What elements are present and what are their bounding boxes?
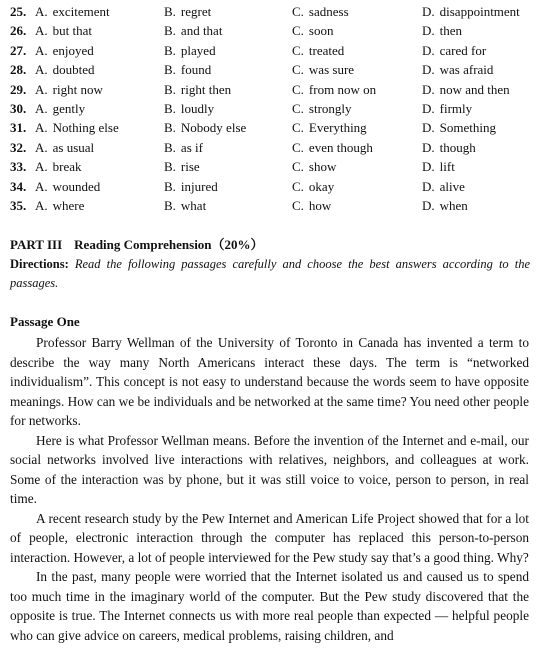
option-letter: D. (422, 81, 435, 97)
option-b (164, 21, 222, 40)
option-text: gently (52, 100, 86, 116)
question-number: 33. (10, 159, 27, 175)
option-c (292, 41, 344, 60)
option-text: how (308, 197, 332, 213)
option-b (164, 157, 200, 176)
option-letter: A. (35, 81, 48, 97)
question-row (10, 196, 538, 215)
answer-options-grid (10, 2, 538, 215)
question-row (10, 157, 538, 176)
option-text: as if (180, 139, 203, 155)
option-letter: C. (292, 100, 304, 116)
option-text: treated (308, 42, 345, 58)
option-d (422, 118, 496, 137)
option-text: from now on (308, 81, 377, 97)
option-text: now and then (439, 81, 510, 97)
option-text: excitement (52, 4, 110, 19)
option-a (35, 118, 119, 137)
question-number: 30. (10, 100, 27, 116)
option-text: then (439, 23, 463, 39)
question-row (10, 80, 538, 99)
option-b (164, 138, 203, 157)
option-letter: D. (422, 23, 435, 39)
option-letter: A. (35, 178, 48, 194)
option-letter: C. (292, 178, 304, 194)
option-text: okay (308, 178, 335, 194)
passage-title: Passage One (10, 314, 80, 329)
option-text: injured (180, 178, 218, 194)
option-letter: D. (422, 159, 435, 175)
option-b (164, 80, 231, 99)
option-text: firmly (439, 100, 473, 116)
option-text: regret (180, 4, 212, 19)
option-text: strongly (308, 100, 352, 116)
option-a (35, 2, 110, 21)
option-letter: D. (422, 62, 435, 78)
option-letter: C. (292, 23, 304, 39)
option-text: was sure (308, 62, 355, 78)
option-b (164, 177, 218, 196)
option-letter: B. (164, 62, 176, 78)
passage-paragraph: A recent research study by the Pew Internet and American Life Project showed that for a lot of people, electronic interaction through the computer has replaced this person-to-person interaction. However, a lot of people interviewed for the Pew study say that’s a good thing. Why? (10, 510, 529, 565)
option-b (164, 118, 246, 137)
option-letter: B. (164, 100, 176, 116)
option-letter: B. (164, 139, 176, 155)
option-text: and that (180, 23, 223, 39)
option-d (422, 2, 520, 21)
option-text: loudly (180, 100, 215, 116)
option-letter: B. (164, 4, 176, 19)
option-b (164, 196, 206, 215)
option-d (422, 99, 472, 118)
option-d (422, 157, 455, 176)
option-text: Something (439, 120, 496, 136)
option-text: Everything (308, 120, 367, 136)
option-c (292, 138, 373, 157)
part-heading (10, 234, 264, 253)
question-number: 28. (10, 62, 27, 78)
option-letter: C. (292, 139, 304, 155)
option-letter: C. (292, 159, 304, 175)
option-letter: D. (422, 120, 435, 136)
question-row (10, 60, 538, 79)
passage-body (10, 333, 529, 645)
option-c (292, 60, 354, 79)
question-row (10, 41, 538, 60)
option-a (35, 177, 100, 196)
option-a (35, 99, 85, 118)
option-a (35, 21, 92, 40)
option-c (292, 99, 352, 118)
option-d (422, 80, 510, 99)
option-b (164, 2, 211, 21)
option-d (422, 177, 465, 196)
option-text: right now (52, 81, 103, 97)
question-number: 34. (10, 178, 27, 194)
option-d (422, 138, 476, 157)
option-text: show (308, 159, 337, 175)
option-letter: D. (422, 139, 435, 155)
option-d (422, 60, 493, 79)
question-number: 25. (10, 4, 27, 19)
option-a (35, 41, 94, 60)
option-a (35, 80, 103, 99)
option-text: break (52, 159, 82, 175)
option-letter: B. (164, 42, 176, 58)
directions (10, 255, 530, 293)
option-letter: A. (35, 120, 48, 136)
option-text: wounded (52, 178, 101, 194)
option-letter: B. (164, 178, 176, 194)
option-letter: A. (35, 197, 48, 213)
option-letter: B. (164, 197, 176, 213)
option-text: soon (308, 23, 334, 39)
option-letter: B. (164, 81, 176, 97)
option-letter: C. (292, 4, 304, 19)
directions-text: Read the following passages carefully and choose the best answers according to the passages. (10, 257, 531, 290)
passage-paragraph: In the past, many people were worried that the Internet isolated us and caused us to spend too much time in the imaginary world of the computer. But the Pew study discovered that the opposite is true. The Internet connects us with more real people than expected — helpful people who can give advice on careers, medical problems, raising children, and (10, 569, 529, 643)
question-number: 32. (10, 139, 27, 155)
question-number: 26. (10, 23, 27, 39)
part-subtitle: Reading Comprehension（20%） (74, 237, 264, 252)
option-c (292, 157, 336, 176)
option-letter: A. (35, 62, 48, 78)
question-number: 27. (10, 42, 27, 58)
option-text: rise (180, 159, 200, 175)
option-letter: C. (292, 42, 304, 58)
option-text: played (180, 42, 216, 58)
option-letter: D. (422, 4, 435, 19)
option-text: sadness (308, 4, 349, 19)
option-letter: C. (292, 62, 304, 78)
option-text: was afraid (439, 62, 494, 78)
option-a (35, 60, 95, 79)
option-c (292, 118, 367, 137)
option-text: though (439, 139, 476, 155)
option-text: enjoyed (52, 42, 94, 58)
option-c (292, 177, 334, 196)
option-letter: C. (292, 197, 304, 213)
option-letter: A. (35, 139, 48, 155)
option-text: alive (439, 178, 465, 194)
option-c (292, 21, 333, 40)
option-b (164, 99, 214, 118)
directions-label: Directions: (10, 257, 69, 271)
option-letter: B. (164, 23, 176, 39)
option-text: even though (308, 139, 373, 155)
option-letter: A. (35, 42, 48, 58)
option-text: when (439, 197, 468, 213)
option-b (164, 41, 216, 60)
option-d (422, 21, 462, 40)
question-row (10, 138, 538, 157)
option-letter: C. (292, 120, 304, 136)
option-a (35, 138, 94, 157)
option-text: found (180, 62, 212, 78)
option-c (292, 2, 349, 21)
option-letter: D. (422, 178, 435, 194)
option-letter: D. (422, 100, 435, 116)
option-d (422, 41, 486, 60)
option-a (35, 196, 84, 215)
question-row (10, 21, 538, 40)
option-letter: C. (292, 81, 304, 97)
option-text: as usual (52, 139, 95, 155)
option-text: right then (180, 81, 232, 97)
option-d (422, 196, 468, 215)
option-text: Nobody else (180, 120, 247, 136)
question-row (10, 2, 538, 21)
option-text: cared for (439, 42, 487, 58)
option-text: but that (52, 23, 92, 39)
question-row (10, 99, 538, 118)
option-text: doubted (52, 62, 95, 78)
option-letter: A. (35, 159, 48, 175)
option-c (292, 196, 331, 215)
passage-paragraph: Professor Barry Wellman of the University of Toronto in Canada has invented a term to describe the way many North Americans interact these days. The term is “networked individualism”. This concept is not easy to understand because the words seem to have opposite meanings. How can we be individuals and be networked at the same time? You need other people for networks. (10, 335, 529, 428)
option-a (35, 157, 82, 176)
question-number: 31. (10, 120, 27, 136)
option-letter: B. (164, 120, 176, 136)
option-b (164, 60, 211, 79)
option-text: lift (439, 159, 455, 175)
option-text: where (52, 197, 85, 213)
question-row (10, 118, 538, 137)
option-text: disappointment (439, 4, 520, 19)
question-number: 35. (10, 197, 27, 213)
question-row (10, 177, 538, 196)
option-letter: B. (164, 159, 176, 175)
passage-paragraph: Here is what Professor Wellman means. Before the invention of the Internet and e-mail, our social networks involved live interactions with relatives, neighbors, and colleagues at work. Some of the interaction was by phone, but it was still voice to voice, person to person, in real time. (10, 432, 529, 506)
part-title: PART III (10, 237, 63, 252)
option-c (292, 80, 376, 99)
option-text: what (180, 197, 207, 213)
option-letter: D. (422, 197, 435, 213)
option-text: Nothing else (52, 120, 119, 136)
option-letter: A. (35, 4, 48, 19)
option-letter: A. (35, 100, 48, 116)
option-letter: A. (35, 23, 48, 39)
option-letter: D. (422, 42, 435, 58)
question-number: 29. (10, 81, 27, 97)
